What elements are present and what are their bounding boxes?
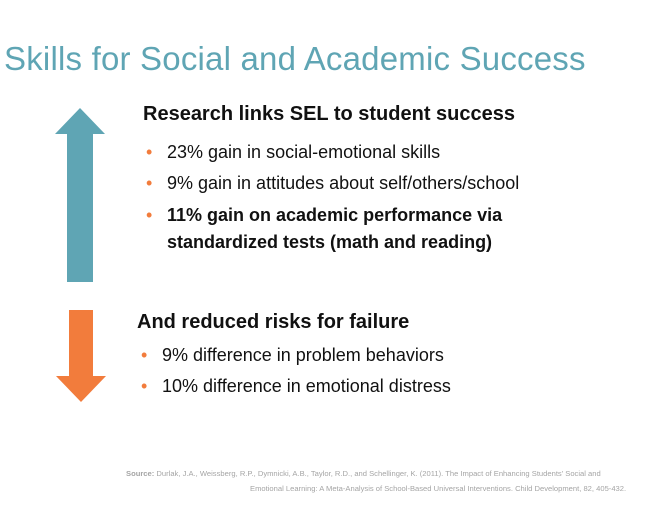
bullet-text: 10% difference in emotional distress (162, 376, 451, 396)
success-bullet-list (146, 140, 520, 263)
list-item (146, 140, 519, 164)
section-success-heading: Research links SEL to student success (143, 103, 516, 125)
bullet-text-continued: standardized tests (math and reading) (167, 232, 493, 252)
list-item (141, 343, 451, 367)
bullet-dot: • (146, 173, 153, 193)
bullet-dot: • (141, 345, 148, 365)
bullet-text: 11% gain on academic performance via (167, 205, 503, 225)
section-risk-heading: And reduced risks for failure (137, 311, 410, 333)
source-line-1: Durlak, J.A., Weissberg, R.P., Dymnicki, A.B., Taylor, R.D., and Schellinger, K. (2011). The Impact of Enhancing Students’ Social and (156, 469, 601, 478)
risk-bullet-list (141, 343, 451, 405)
bullet-dot: • (141, 376, 148, 396)
source-citation (126, 466, 654, 496)
bullet-text: 23% gain in social-emotional skills (167, 142, 441, 162)
arrow-up-icon (55, 108, 105, 282)
bullet-dot: • (146, 205, 153, 225)
list-item (141, 374, 451, 398)
bullet-text: 9% gain in attitudes about self/others/school (167, 173, 520, 193)
bullet-text: 9% difference in problem behaviors (162, 345, 444, 365)
bullet-dot: • (146, 142, 153, 162)
list-item (146, 171, 520, 195)
slide-title: Skills for Social and Academic Success (4, 40, 586, 77)
source-line-2: Emotional Learning: A Meta-Analysis of School-Based Universal Interventions. Child Development, 82, 405-432. (250, 484, 627, 493)
source-label: Source: (126, 469, 155, 478)
arrow-down-icon (56, 310, 106, 402)
list-item (146, 202, 519, 256)
